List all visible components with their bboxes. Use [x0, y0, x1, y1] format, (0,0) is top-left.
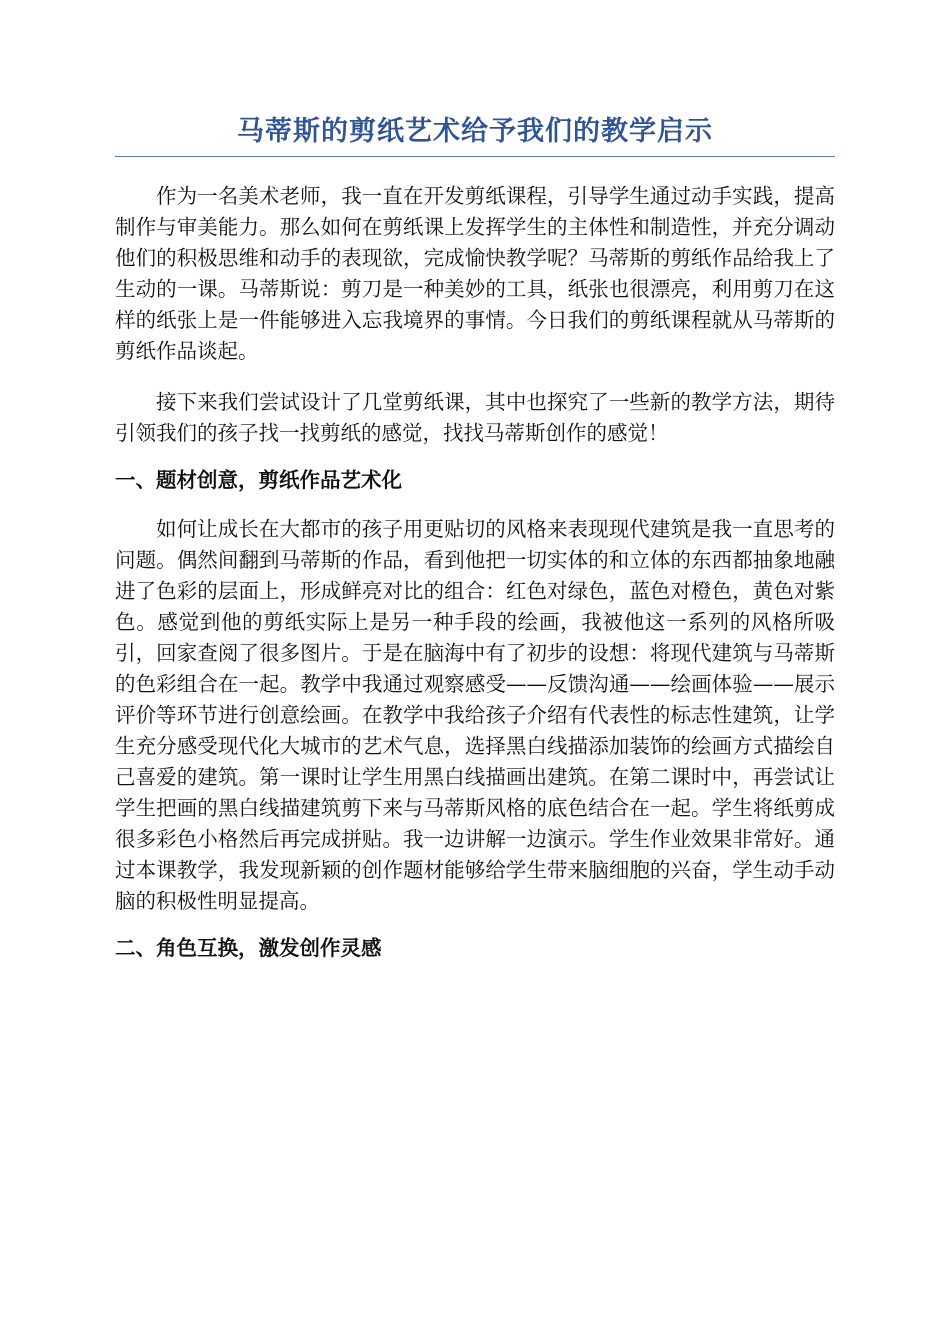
section-heading-1: 一、题材创意，剪纸作品艺术化 [115, 468, 402, 492]
intro-paragraph: 作为一名美术老师，我一直在开发剪纸课程，引导学生通过动手实践，提高制作与审美能力。那么如何在剪纸课上发挥学生的主体性和制造性，并充分调动他们的积极思维和动手的表现欲，完成愉快教学呢？马蒂斯的剪纸作品给我上了生动的一课。马蒂斯说：剪刀是一种美妙的工具，纸张也很漂亮，利用剪刀在这样的纸张上是一件能够进入忘我境界的事情。今日我们的剪纸课程就从马蒂斯的剪纸作品谈起。 [115, 184, 835, 363]
section-heading-2: 二、角色互换，激发创作灵感 [115, 936, 382, 960]
document-page [115, 112, 835, 964]
document-title: 马蒂斯的剪纸艺术给予我们的教学启示 [115, 112, 835, 157]
section-1-paragraph: 如何让成长在大都市的孩子用更贴切的风格来表现现代建筑是我一直思考的问题。偶然间翻到马蒂斯的作品，看到他把一切实体的和立体的东西都抽象地融进了色彩的层面上，形成鲜亮对比的组合：红色对绿色，蓝色对橙色，黄色对紫色。感觉到他的剪纸实际上是另一种手段的绘画，我被他这一系列的风格所吸引，回家查阅了很多图片。于是在脑海中有了初步的设想：将现代建筑与马蒂斯的色彩组合在一起。教学中我通过观察感受——反馈沟通——绘画体验——展示评价等环节进行创意绘画。在教学中我给孩子介绍有代表性的标志性建筑，让学生充分感受现代化大城市的艺术气息，选择黑白线描添加装饰的绘画方式描绘自己喜爱的建筑。第一课时让学生用黑白线描画出建筑。在第二课时中，再尝试让学生把画的黑白线描建筑剪下来与马蒂斯风格的底色结合在一起。学生将纸剪成很多彩色小格然后再完成拼贴。我一边讲解一边演示。学生作业效果非常好。通过本课教学，我发现新颖的创作题材能够给学生带来脑细胞的兴奋，学生动手动脑的积极性明显提高。 [115, 517, 835, 913]
second-paragraph: 接下来我们尝试设计了几堂剪纸课，其中也探究了一些新的教学方法，期待引领我们的孩子找一找剪纸的感觉，找找马蒂斯创作的感觉！ [115, 390, 835, 445]
